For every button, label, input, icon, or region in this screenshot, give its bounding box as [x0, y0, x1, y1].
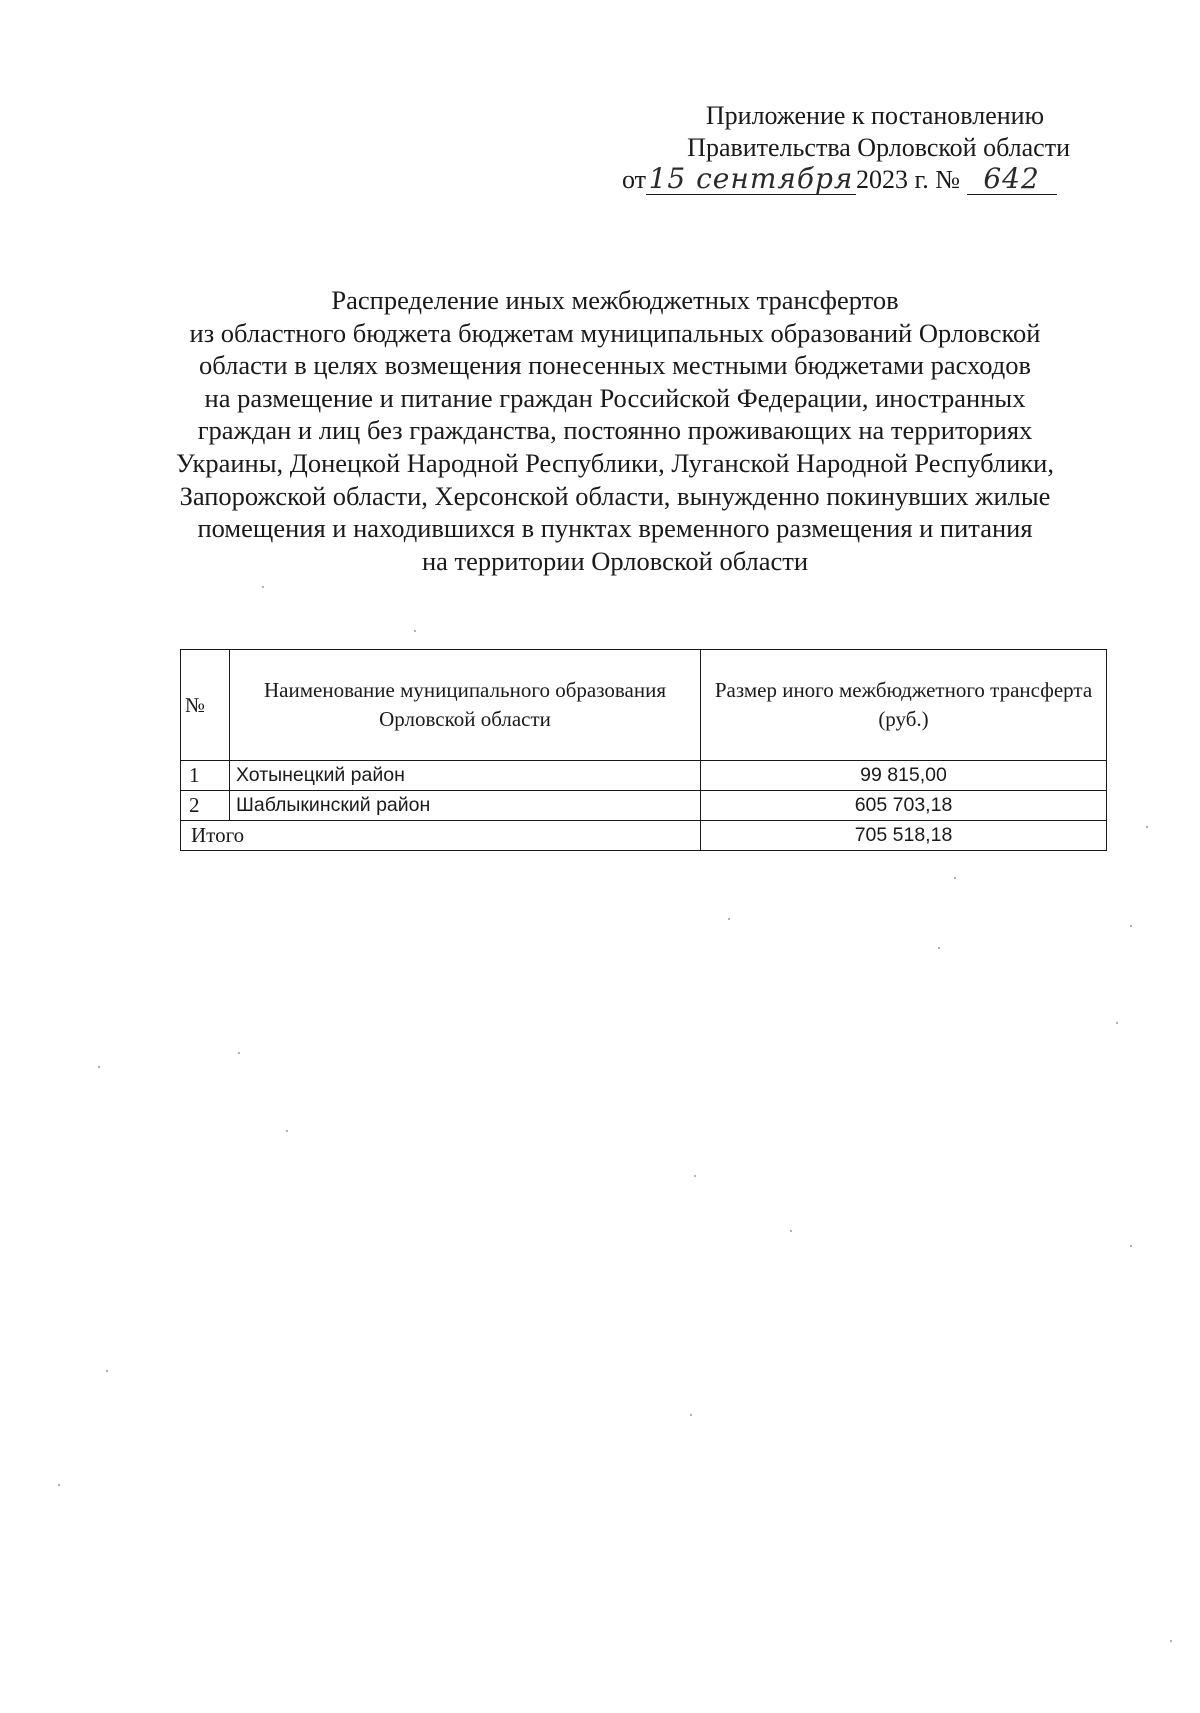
scan-speck [690, 1414, 692, 1416]
scan-speck [954, 877, 956, 879]
table-row [181, 791, 1107, 821]
scan-speck [694, 1175, 696, 1177]
title-line: граждан и лиц без гражданства, постоянно проживающих на территориях [197, 415, 1033, 446]
scan-speck [1146, 826, 1148, 828]
scan-speck [106, 1370, 108, 1372]
title-line: области в целях возмещения понесенных местными бюджетами расходов [199, 350, 1031, 381]
handwritten-date: 15 сентября [646, 164, 856, 195]
scan-speck [286, 1130, 288, 1132]
row-municipality: Хотынецкий район [230, 761, 701, 791]
scan-speck [1130, 925, 1132, 927]
row-number: 1 [181, 761, 230, 791]
appendix-line-2: Правительства Орловской области [687, 133, 1070, 162]
title-line: на территории Орловской области [421, 545, 809, 576]
total-amount: 705 518,18 [701, 821, 1107, 851]
title-line: Запорожской области, Херсонской области, вынужденно покинувших жилые [179, 480, 1051, 511]
transfers-table [180, 649, 1107, 851]
header-municipality: Наименование муниципального образования Орловской области [230, 650, 701, 761]
handwritten-number: 642 [967, 164, 1057, 195]
scan-speck [1116, 1022, 1118, 1024]
total-row [181, 821, 1107, 851]
scan-speck [1130, 1245, 1132, 1247]
row-amount: 605 703,18 [701, 791, 1107, 821]
row-municipality: Шаблыкинский район [230, 791, 701, 821]
table-row [181, 761, 1107, 791]
title-line: Украины, Донецкой Народной Республики, Луганской Народной Республики, [176, 447, 1054, 478]
year-and-number-label: 2023 г. № [856, 165, 961, 194]
title-line: из областного бюджета бюджетам муниципальных образований Орловской [189, 317, 1041, 348]
header-amount: Размер иного межбюджетного трансферта (руб.) [701, 650, 1107, 761]
table-header-row [181, 650, 1107, 761]
row-amount: 99 815,00 [701, 761, 1107, 791]
appendix-date-line [600, 164, 1070, 196]
scan-speck [728, 918, 730, 920]
title-line: на размещение и питание граждан Российской Федерации, иностранных [204, 382, 1026, 413]
title-line: помещения и находившихся в пунктах временного размещения и питания [197, 513, 1033, 544]
title-line: Распределение иных межбюджетных трансфертов [331, 285, 899, 315]
total-label: Итого [181, 821, 701, 851]
scan-speck [790, 1230, 792, 1232]
header-number: № [181, 650, 230, 761]
document-title [120, 284, 1110, 577]
scan-speck [938, 947, 940, 949]
scan-speck [1170, 1640, 1172, 1642]
appendix-line-1: Приложение к постановлению [705, 101, 1044, 130]
date-prefix: от [622, 165, 647, 194]
row-number: 2 [181, 791, 230, 821]
appendix-header [600, 100, 1070, 196]
scan-speck [58, 1484, 60, 1486]
scan-speck [262, 586, 264, 588]
scan-speck [238, 1052, 240, 1054]
scan-speck [98, 1066, 100, 1068]
scan-speck [414, 630, 416, 632]
